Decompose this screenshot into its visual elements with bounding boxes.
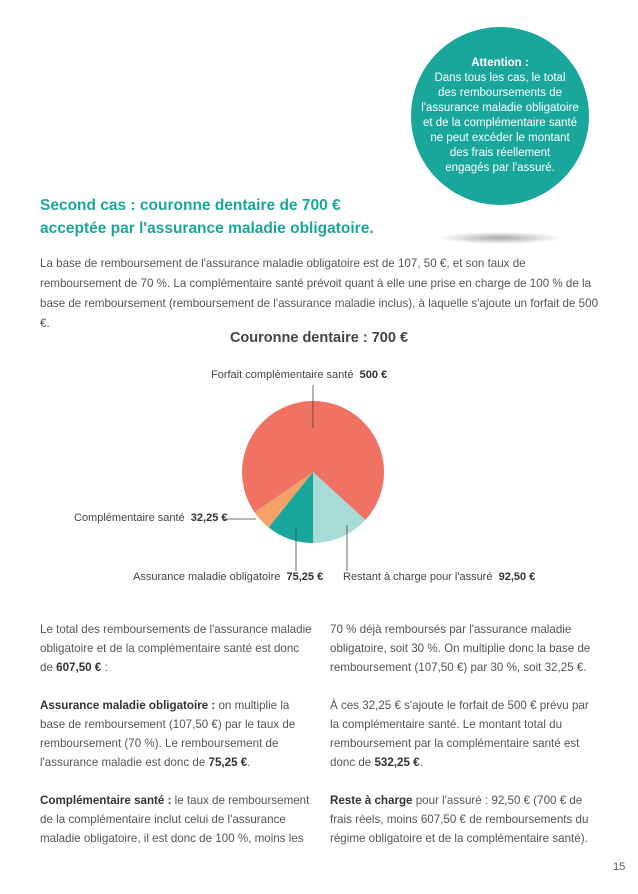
text: le taux de remboursement de la complémentaire inclut celui de l'assurance maladie obligatoire, il est donc de 100 %, moins les	[40, 794, 310, 845]
slice-label-restant	[343, 571, 535, 583]
slice-label-text: Complémentaire santé	[74, 512, 185, 524]
text: :	[101, 661, 108, 674]
section-heading	[40, 194, 400, 240]
bold-term: Reste à charge	[330, 794, 413, 807]
amount: 75,25 €	[208, 756, 248, 769]
attention-line: Dans tous les cas, le total	[434, 72, 566, 84]
right-paragraph-3	[330, 791, 600, 848]
page-number: 15	[613, 861, 626, 873]
attention-callout	[411, 27, 589, 205]
attention-line: des frais réellement	[449, 147, 551, 159]
intro-paragraph: La base de remboursement de l'assurance maladie obligatoire est de 107, 50 €, et son taux de remboursement de 70 %. La complémentaire santé prévoit quant à elle une prise en charge de 100 % de la base de remboursement (remboursement de l'assurance maladie inclus), à laquelle s'ajoute un forfait de 500 €.	[40, 257, 599, 330]
heading-line-2: acceptée par l'assurance maladie obligatoire.	[40, 220, 374, 237]
left-paragraph-3	[40, 791, 312, 848]
slice-label-assurance	[133, 571, 323, 583]
left-paragraph-2	[40, 696, 312, 772]
pie-slice-2	[255, 472, 313, 527]
total-amount: 607,50 €	[56, 661, 102, 674]
callout-shadow	[440, 232, 560, 244]
heading-line-1: Second cas : couronne dentaire de 700 €	[40, 197, 341, 214]
pie-slice-3	[269, 472, 313, 543]
slice-value: 32,25 €	[190, 512, 228, 524]
slice-label-forfait	[211, 369, 387, 381]
slice-value: 75,25 €	[286, 571, 324, 583]
attention-line: et de la complémentaire santé	[422, 117, 578, 129]
text: .	[419, 756, 423, 769]
slice-label-text: Restant à charge pour l'assuré	[343, 571, 493, 583]
text: pour l'assuré : 92,50 € (700 € de frais réels, moins 607,50 € de remboursements du régime obligatoire et de la complémentaire santé).	[330, 794, 589, 845]
pie-slice-1	[242, 401, 384, 520]
attention-line: des remboursements de	[437, 87, 562, 99]
slice-label-text: Forfait complémentaire santé	[211, 369, 354, 381]
right-paragraph-2	[330, 696, 600, 772]
text: .	[247, 756, 251, 769]
bold-term: Complémentaire santé :	[40, 794, 172, 807]
amount: 532,25 €	[374, 756, 420, 769]
right-paragraph-1: 70 % déjà remboursés par l'assurance maladie obligatoire, soit 30 %. On multiplie donc la base de remboursement (107,50 €) par 30 %, soit 32,25 €.	[330, 623, 591, 674]
left-column	[40, 620, 312, 867]
attention-line: ne peut excéder le montant	[430, 132, 570, 144]
left-paragraph-1	[40, 620, 312, 677]
slice-value: 92,50 €	[498, 571, 536, 583]
attention-title: Attention :	[471, 57, 529, 69]
bold-term: Assurance maladie obligatoire :	[40, 699, 216, 712]
text: on multiplie la base de remboursement (107,50 €) par le taux de remboursement (70 %). Le remboursement de l'assurance maladie est donc de	[40, 699, 296, 769]
right-column	[330, 620, 600, 867]
slice-label-complementaire	[74, 512, 228, 524]
slice-label-text: Assurance maladie obligatoire	[133, 571, 281, 583]
slice-value: 500 €	[359, 369, 388, 381]
text: À ces 32,25 € s'ajoute le forfait de 500 € prévu par la complémentaire santé. Le montant total du remboursement par la complémentaire santé est donc de	[330, 699, 589, 769]
pie-slice-0	[313, 472, 365, 543]
attention-line: l'assurance maladie obligatoire	[421, 102, 579, 114]
text: Le total des remboursements de l'assurance maladie obligatoire et de la complémentaire santé est donc de	[40, 623, 312, 674]
chart-title: Couronne dentaire : 700 €	[229, 330, 409, 346]
attention-line: engagés par l'assuré.	[445, 162, 555, 174]
